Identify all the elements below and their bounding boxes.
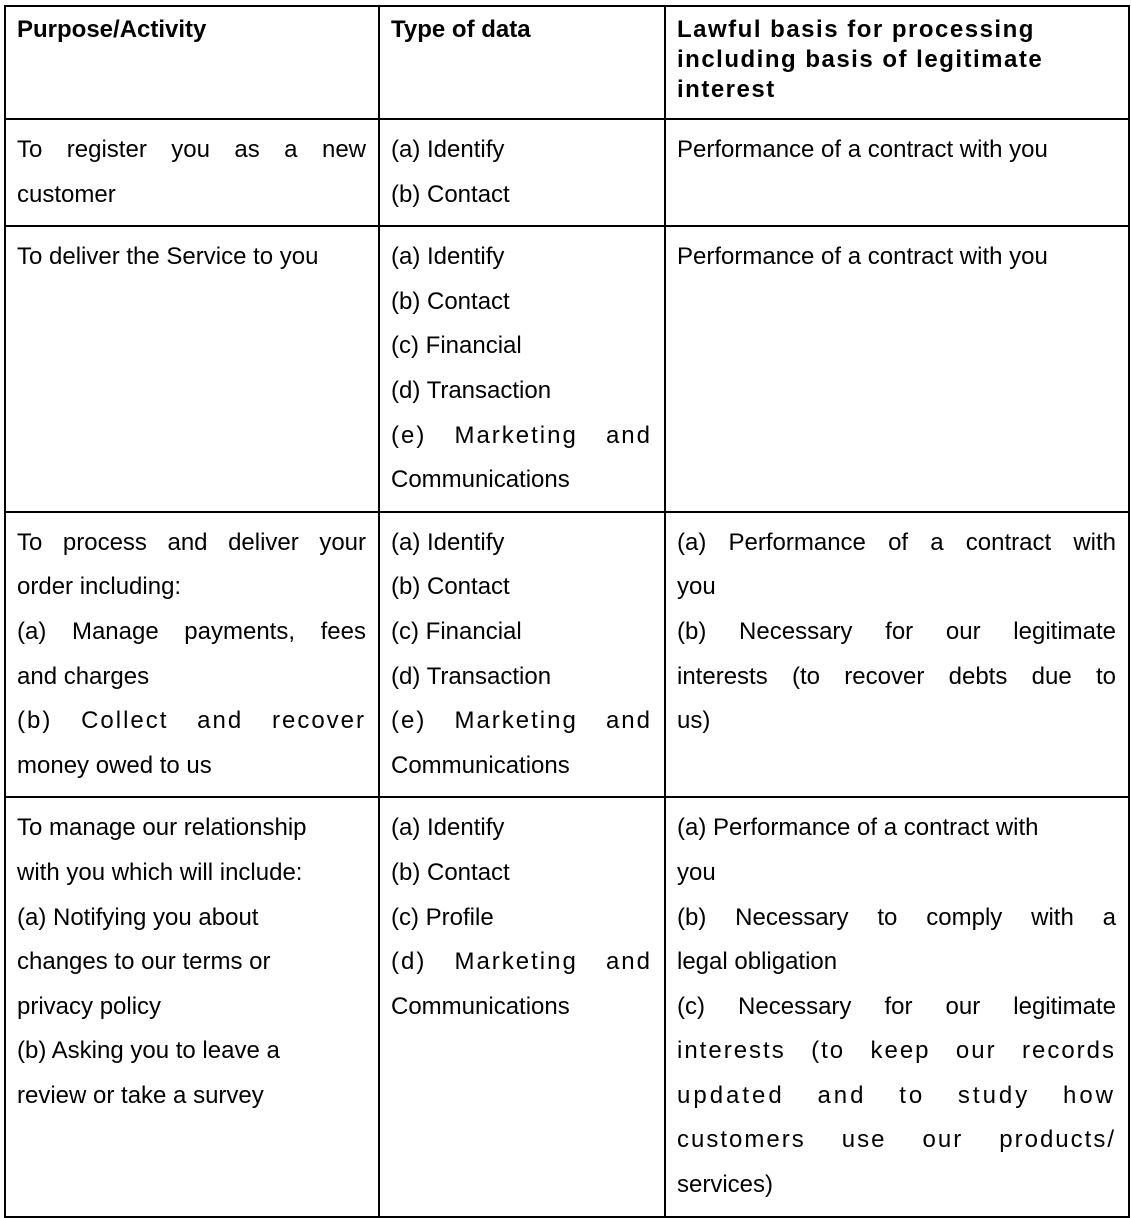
cell-line: money owed to us xyxy=(17,751,212,779)
cell-line: us) xyxy=(677,707,711,735)
cell-purpose xyxy=(5,512,379,798)
cell-line: Communications xyxy=(391,751,570,779)
cell-line: (b) Contact xyxy=(391,287,510,315)
cell-line: (c) Financial xyxy=(391,332,522,360)
cell-basis xyxy=(665,512,1129,798)
cell-line: review or take a survey xyxy=(17,1081,264,1109)
cell-line: (c) Necessary for our legitimate xyxy=(677,992,1116,1020)
cell-line: Performance of a contract with you xyxy=(677,243,1048,271)
cell-line: (d) Transaction xyxy=(391,662,552,690)
cell-type xyxy=(379,512,665,798)
cell-basis xyxy=(665,797,1129,1216)
cell-line: Communications xyxy=(391,992,570,1020)
cell-line: changes to our terms or xyxy=(17,948,271,976)
cell-line: and charges xyxy=(17,662,150,690)
cell-line: (b) Contact xyxy=(391,858,510,886)
table-header-row xyxy=(5,6,1129,119)
cell-type xyxy=(379,797,665,1216)
cell-line: privacy policy xyxy=(17,992,162,1020)
header-lawful-basis: Lawful basis for processing including basis of legitimate interest xyxy=(665,6,1129,119)
cell-line: (a) Identify xyxy=(391,136,505,163)
cell-line: services) xyxy=(677,1171,774,1199)
cell-purpose xyxy=(5,797,379,1216)
cell-line: (b) Asking you to leave a xyxy=(17,1037,280,1065)
table-row xyxy=(5,226,1129,512)
cell-line: (e) Marketing and xyxy=(391,707,652,735)
cell-purpose xyxy=(5,119,379,226)
cell-line: with you which will include: xyxy=(17,858,303,886)
cell-line: (a) Performance of a contract with xyxy=(677,814,1039,842)
cell-line: (b) Necessary for our legitimate xyxy=(677,617,1116,645)
table-row xyxy=(5,797,1129,1216)
cell-line: (e) Marketing and xyxy=(391,421,652,449)
cell-basis xyxy=(665,226,1129,512)
header-purpose: Purpose/Activity xyxy=(5,6,379,119)
table-row xyxy=(5,512,1129,798)
cell-line: customers use our products/ xyxy=(677,1126,1116,1154)
cell-line: customer xyxy=(17,180,116,208)
cell-type xyxy=(379,119,665,226)
header-type-of-data: Type of data xyxy=(379,6,665,119)
cell-line: (a) Identify xyxy=(391,814,505,842)
cell-line: (b) Collect and recover xyxy=(17,707,366,735)
cell-line: (d) Marketing and xyxy=(391,948,652,976)
cell-line: you xyxy=(677,858,716,886)
cell-type xyxy=(379,226,665,512)
cell-basis xyxy=(665,119,1129,226)
cell-line: updated and to study how xyxy=(677,1081,1116,1109)
cell-line: you xyxy=(677,573,716,601)
cell-line: (a) Performance of a contract with xyxy=(677,528,1116,556)
cell-line: Performance of a contract with you xyxy=(677,136,1048,163)
cell-line: (b) Contact xyxy=(391,573,510,601)
cell-line: To process and deliver your xyxy=(17,528,366,556)
cell-line: legal obligation xyxy=(677,948,838,976)
cell-line: interests (to keep our records xyxy=(677,1037,1116,1065)
lawful-basis-table xyxy=(4,5,1130,1218)
cell-line: To manage our relationship xyxy=(17,814,307,842)
cell-line: (c) Financial xyxy=(391,617,522,645)
table-row xyxy=(5,119,1129,226)
cell-line: order including: xyxy=(17,573,182,601)
cell-line: To deliver the Service to you xyxy=(17,243,319,271)
cell-line: (d) Transaction xyxy=(391,376,552,404)
cell-line: To register you as a new xyxy=(17,136,366,163)
cell-purpose xyxy=(5,226,379,512)
cell-line: (b) Contact xyxy=(391,180,510,208)
cell-line: (a) Identify xyxy=(391,528,505,556)
cell-line: interests (to recover debts due to xyxy=(677,662,1116,690)
cell-line: (b) Necessary to comply with a xyxy=(677,903,1116,931)
cell-line: Communications xyxy=(391,466,570,494)
cell-line: (a) Identify xyxy=(391,243,505,271)
cell-line: (c) Profile xyxy=(391,903,494,931)
cell-line: (a) Notifying you about xyxy=(17,903,259,931)
cell-line: (a) Manage payments, fees xyxy=(17,617,366,645)
